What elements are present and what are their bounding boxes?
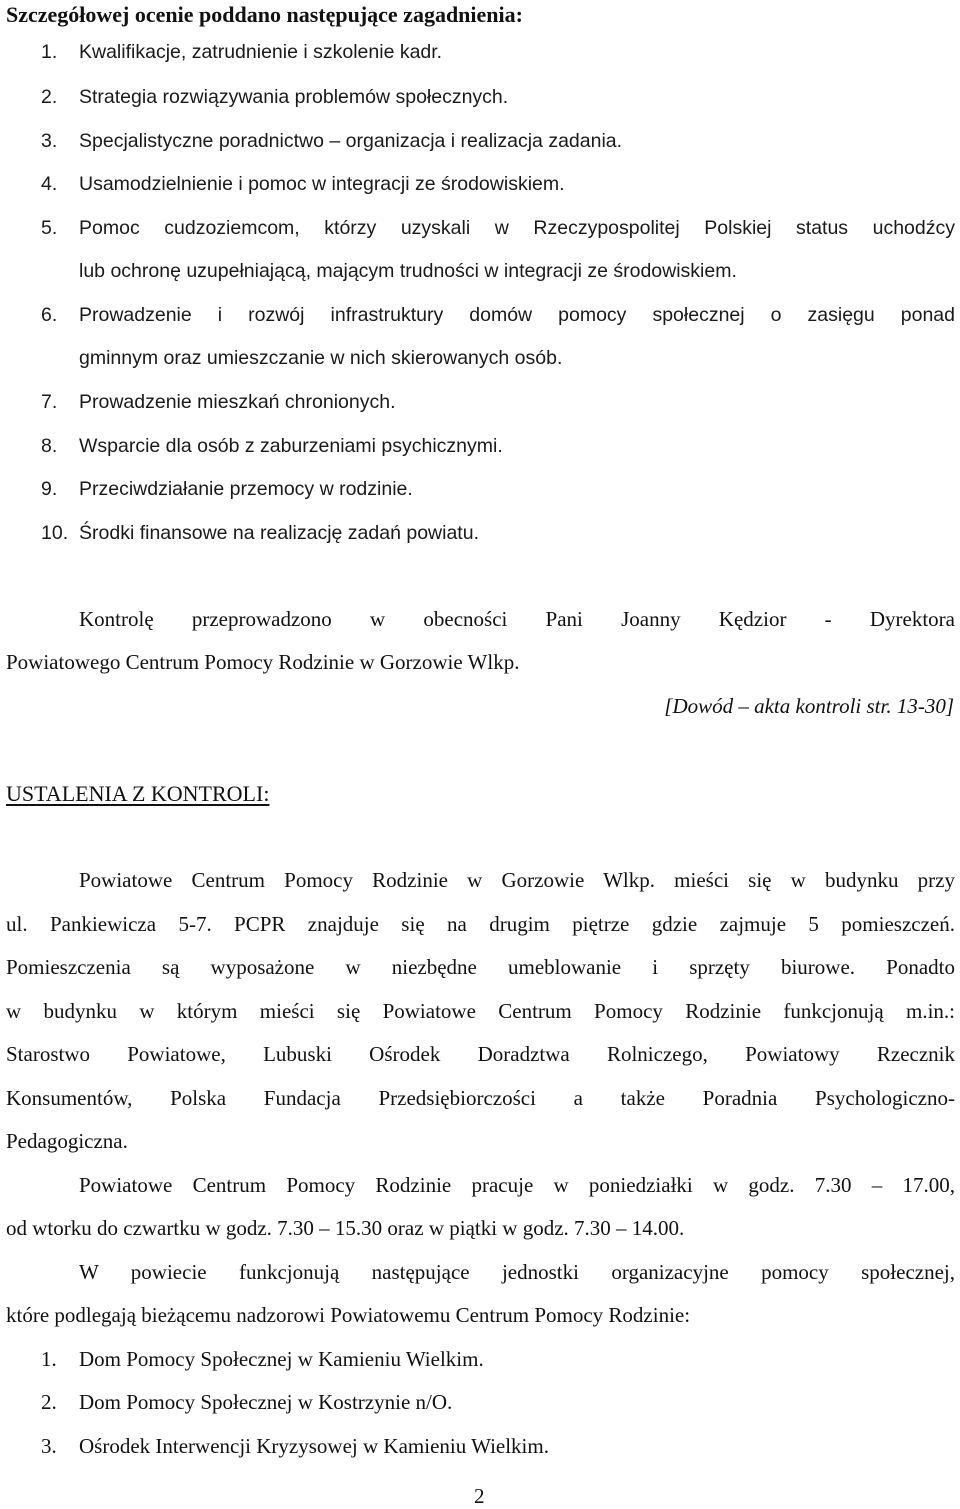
page-number: 2 [474, 1484, 485, 1508]
findings-heading: USTALENIA Z KONTROLI: [6, 781, 270, 806]
list-item-number: 2. [41, 86, 58, 108]
paragraph-line: Starostwo Powiatowe, Lubuski Ośrodek Doradztwa Rolniczego, Powiatowy Rzecznik [6, 1042, 955, 1066]
list-item-number: 6. [41, 304, 58, 326]
paragraph-line: Kontrolę przeprowadzono w obecności Pani Joanny Kędzior - Dyrektora [79, 607, 955, 631]
list-item-text: Wsparcie dla osób z zaburzeniami psychicznymi. [79, 435, 503, 457]
paragraph-line: Pedagogiczna. [6, 1129, 128, 1153]
list-item-number: 2. [41, 1390, 57, 1414]
list-item-text: Specjalistyczne poradnictwo – organizacja i realizacja zadania. [79, 130, 623, 152]
intro-heading: Szczegółowej ocenie poddano następujące zagadnienia: [6, 2, 523, 27]
paragraph-line: Powiatowe Centrum Pomocy Rodzinie w Gorzowie Wlkp. mieści się w budynku przy [79, 868, 955, 892]
list-item-text: Strategia rozwiązywania problemów społecznych. [79, 86, 509, 108]
paragraph-line: Powiatowego Centrum Pomocy Rodzinie w Gorzowie Wlkp. [6, 650, 520, 674]
paragraph-line: W powiecie funkcjonują następujące jednostki organizacyjne pomocy społecznej, [79, 1260, 955, 1284]
list-item-text-line1: Pomoc cudzoziemcom, którzy uzyskali w Rzeczypospolitej Polskiej status uchodźcy [79, 217, 955, 239]
list-item-text: Dom Pomocy Społecznej w Kostrzynie n/O. [79, 1390, 453, 1414]
list-item-number: 9. [41, 478, 58, 500]
list-item-number: 8. [41, 435, 58, 457]
list-item-text-line2: lub ochronę uzupełniającą, mającym trudności w integracji ze środowiskiem. [79, 260, 737, 282]
paragraph-line: od wtorku do czwartku w godz. 7.30 – 15.30 oraz w piątki w godz. 7.30 – 14.00. [6, 1216, 685, 1240]
list-item-number: 5. [41, 217, 58, 239]
list-item-number: 10. [41, 522, 69, 544]
paragraph-line: Konsumentów, Polska Fundacja Przedsiębiorczości a także Poradnia Psychologiczno- [6, 1086, 955, 1110]
list-item-number: 4. [41, 173, 58, 195]
list-item-text: Dom Pomocy Społecznej w Kamieniu Wielkim. [79, 1347, 484, 1371]
list-item-text-line1: Prowadzenie i rozwój infrastruktury domów pomocy społecznej o zasięgu ponad [79, 304, 955, 326]
paragraph-line: które podlegają bieżącemu nadzorowi Powiatowemu Centrum Pomocy Rodzinie: [6, 1303, 691, 1327]
list-item-number: 3. [41, 130, 58, 152]
list-item-text-line2: gminnym oraz umieszczanie w nich skierowanych osób. [79, 347, 563, 369]
paragraph-line: ul. Pankiewicza 5-7. PCPR znajduje się na drugim piętrze gdzie zajmuje 5 pomieszczeń. [6, 912, 955, 936]
paragraph-line: w budynku w którym mieści się Powiatowe Centrum Pomocy Rodzinie funkcjonują m.in.: [6, 999, 955, 1023]
evidence-reference: [Dowód – akta kontroli str. 13-30] [664, 694, 954, 718]
list-item-text: Prowadzenie mieszkań chronionych. [79, 391, 396, 413]
list-item-number: 7. [41, 391, 58, 413]
list-item-text: Usamodzielnienie i pomoc w integracji ze środowiskiem. [79, 173, 565, 195]
list-item-number: 1. [41, 41, 58, 63]
list-item-text: Ośrodek Interwencji Kryzysowej w Kamieniu Wielkim. [79, 1434, 549, 1458]
list-item-text: Środki finansowe na realizację zadań powiatu. [79, 522, 479, 544]
list-item-text: Przeciwdziałanie przemocy w rodzinie. [79, 478, 413, 500]
list-item-number: 1. [41, 1347, 57, 1371]
paragraph-line: Pomieszczenia są wyposażone w niezbędne umeblowanie i sprzęty biurowe. Ponadto [6, 955, 955, 979]
list-item-number: 3. [41, 1434, 57, 1458]
list-item-text: Kwalifikacje, zatrudnienie i szkolenie kadr. [79, 41, 443, 63]
paragraph-line: Powiatowe Centrum Pomocy Rodzinie pracuje w poniedziałki w godz. 7.30 – 17.00, [79, 1173, 955, 1197]
